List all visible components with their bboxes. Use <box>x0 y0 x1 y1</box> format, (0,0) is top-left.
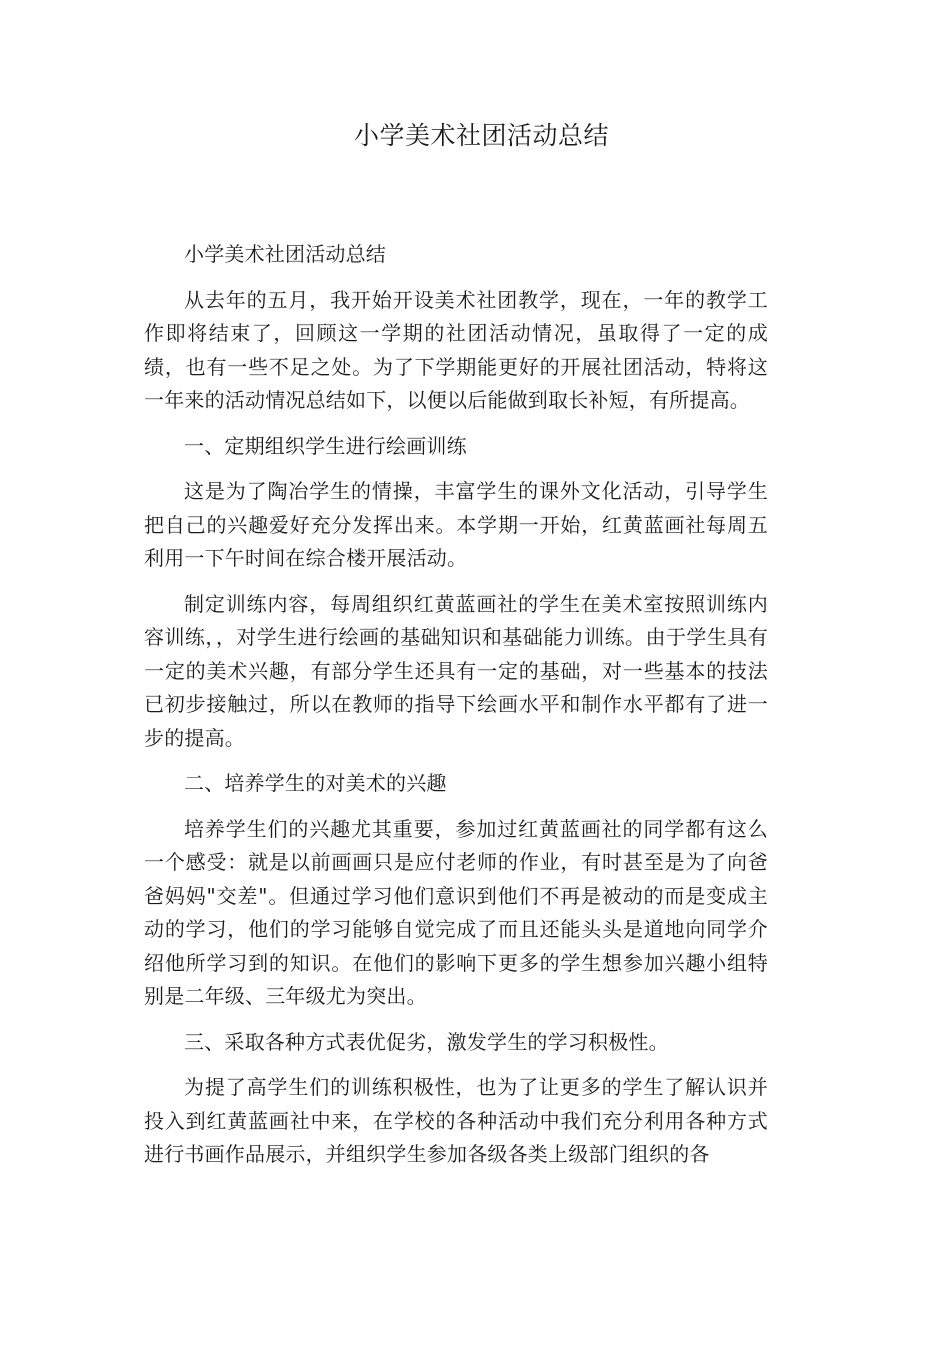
section-3-paragraph-1: 为提了高学生们的训练积极性，也为了让更多的学生了解认识并投入到红黄蓝画社中来，在学校的各种活动中我们充分利用各种方式进行书画作品展示，并组织学生参加各级各类上级部门组织的各 <box>144 1075 768 1166</box>
document-subtitle: 小学美术社团活动总结 <box>184 242 386 266</box>
section-2-paragraph-1: 培养学生们的兴趣尤其重要，参加过红黄蓝画社的同学都有这么一个感受：就是以前画画只是应付老师的作业，有时甚至是为了向爸爸妈妈"交差"。但通过学习他们意识到他们不再是被动的而是变成主动的学习，他们的学习能够自觉完成了而且还能头头是道地向同学介绍他所学习到的知识。在他们的影响下更多的学生想参加兴趣小组特别是二年级、三年级尤为突出。 <box>144 816 768 1008</box>
intro-paragraph: 从去年的五月，我开始开设美术社团教学，现在，一年的教学工作即将结束了，回顾这一学期的社团活动情况，虽取得了一定的成绩，也有一些不足之处。为了下学期能更好的开展社团活动，特将这一年来的活动情况总结如下，以便以后能做到取长补短，有所提高。 <box>144 287 768 412</box>
section-1-paragraph-2: 制定训练内容，每周组织红黄蓝画社的学生在美术室按照训练内容训练，，对学生进行绘画的基础知识和基础能力训练。由于学生具有一定的美术兴趣，有部分学生还具有一定的基础，对一些基本的技法已初步接触过，所以在教师的指导下绘画水平和制作水平都有了进一步的提高。 <box>144 591 768 750</box>
section-heading-3: 三、采取各种方式表优促劣，激发学生的学习积极性。 <box>184 1029 669 1054</box>
section-heading-1: 一、定期组织学生进行绘画训练 <box>184 433 467 458</box>
document-title: 小学美术社团活动总结 <box>353 121 609 150</box>
section-heading-2: 二、培养学生的对美术的兴趣 <box>184 771 447 795</box>
document-body <box>144 238 768 1184</box>
section-1-paragraph-1: 这是为了陶冶学生的情操，丰富学生的课外文化活动，引导学生把自己的兴趣爱好充分发挥出来。本学期一开始，红黄蓝画社每周五利用一下午时间在综合楼开展活动。 <box>144 479 768 570</box>
